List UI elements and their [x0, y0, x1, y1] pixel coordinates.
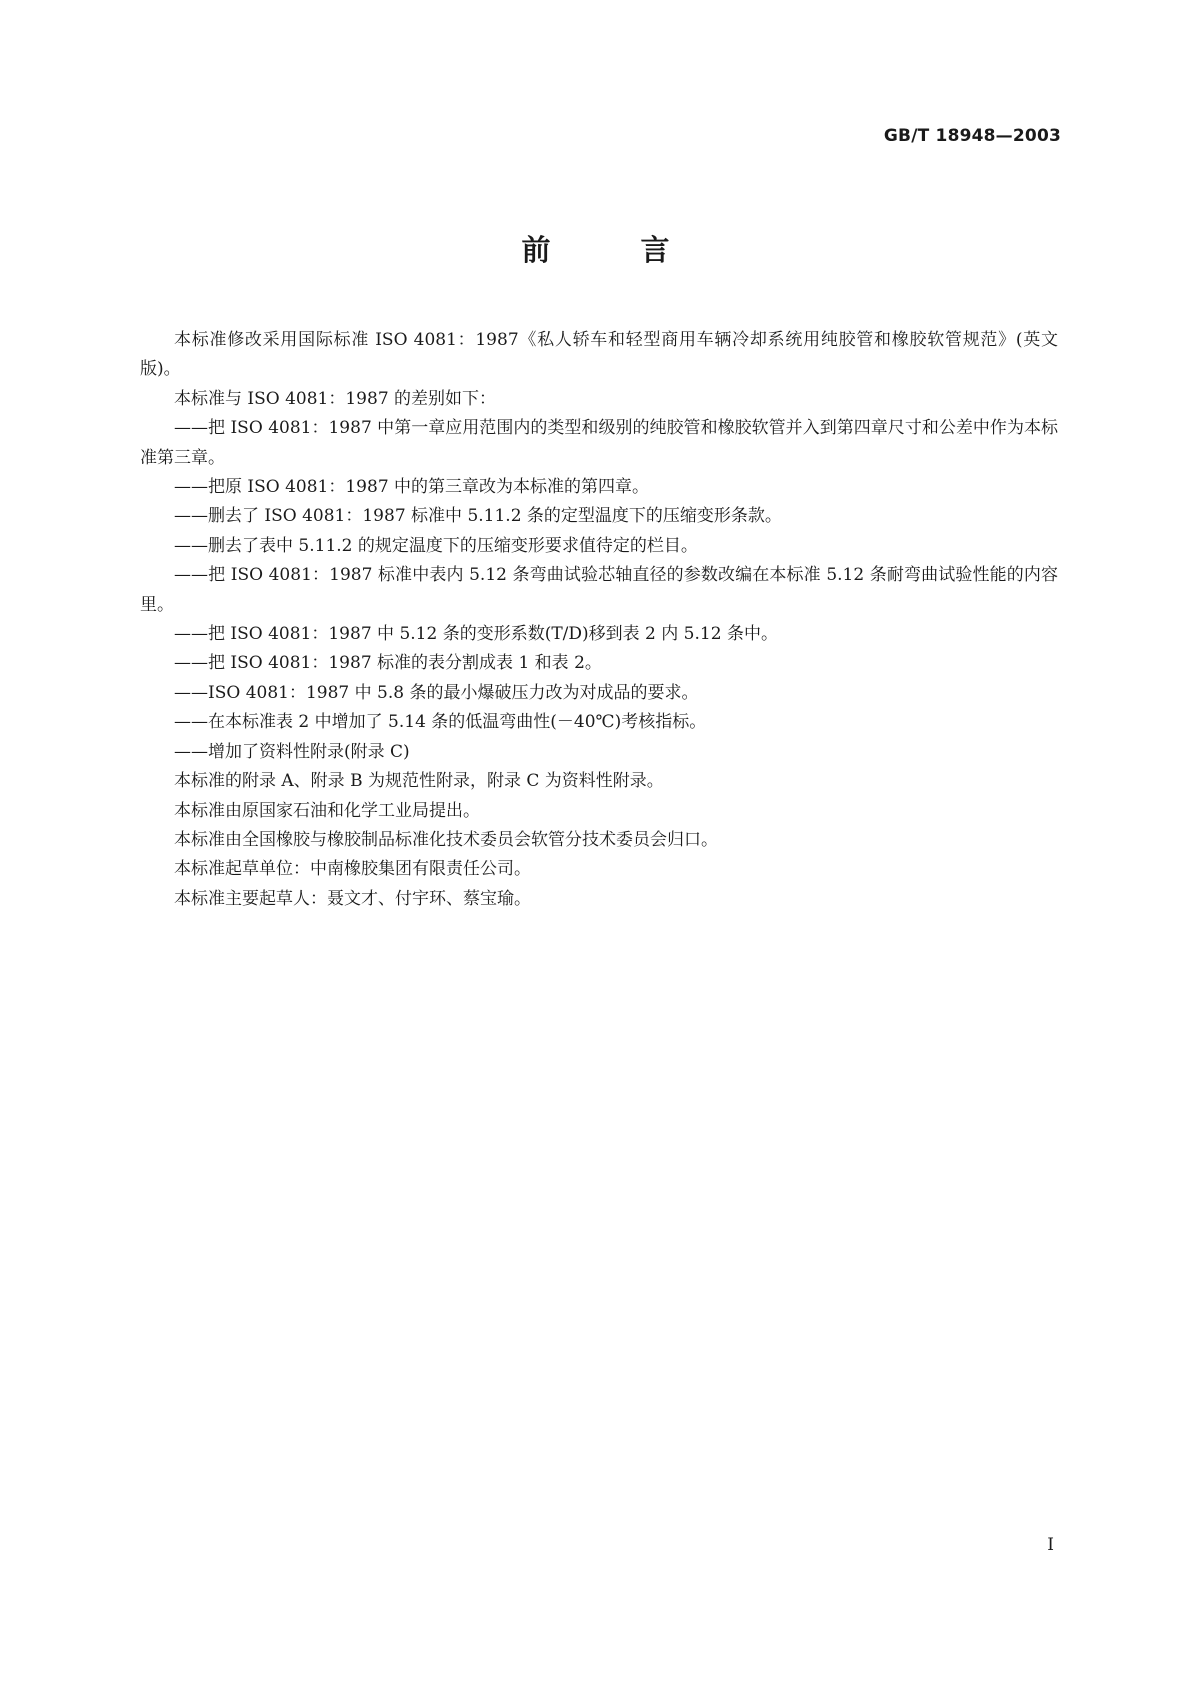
standard-number: GB/T 18948—2003 — [883, 126, 1061, 146]
page-number: I — [1047, 1535, 1054, 1555]
paragraph: ——删去了表中 5.11.2 的规定温度下的压缩变形要求值待定的栏目。 — [174, 535, 698, 556]
paragraph: ——删去了 ISO 4081：1987 标准中 5.11.2 条的定型温度下的压缩变形条款。 — [174, 506, 782, 527]
page-title: 前 言 — [521, 233, 710, 267]
paragraph: 本标准的附录 A、附录 B 为规范性附录，附录 C 为资料性附录。 — [174, 771, 664, 792]
paragraph: ——ISO 4081：1987 中 5.8 条的最小爆破压力改为对成品的要求。 — [174, 682, 699, 703]
paragraph: 本标准修改采用国际标准 ISO 4081：1987《私人轿车和轻型商用车辆冷却系统用纯胶管和橡胶软管规范》(英文版)。 — [140, 330, 1058, 380]
paragraph: 本标准由全国橡胶与橡胶制品标准化技术委员会软管分技术委员会归口。 — [174, 829, 718, 850]
paragraph: ——把原 ISO 4081：1987 中的第三章改为本标准的第四章。 — [174, 477, 650, 498]
paragraph: ——增加了资料性附录(附录 C) — [174, 741, 410, 762]
paragraph: ——把 ISO 4081：1987 中第一章应用范围内的类型和级别的纯胶管和橡胶软管并入到第四章尺寸和公差中作为本标准第三章。 — [140, 418, 1058, 468]
paragraph: 本标准主要起草人：聂文才、付宇环、蔡宝瑜。 — [174, 888, 531, 909]
paragraph: 本标准起草单位：中南橡胶集团有限责任公司。 — [174, 859, 531, 880]
paragraph: ——把 ISO 4081：1987 标准中表内 5.12 条弯曲试验芯轴直径的参数改编在本标准 5.12 条耐弯曲试验性能的内容里。 — [140, 565, 1058, 615]
paragraph: 本标准与 ISO 4081：1987 的差别如下： — [174, 388, 497, 409]
paragraph: ——把 ISO 4081：1987 中 5.12 条的变形系数(T/D)移到表 2 内 5.12 条中。 — [174, 624, 778, 645]
paragraph: ——在本标准表 2 中增加了 5.14 条的低温弯曲性(－40℃)考核指标。 — [174, 712, 707, 733]
paragraph: 本标准由原国家石油和化学工业局提出。 — [174, 800, 480, 821]
foreword-body — [140, 326, 1058, 914]
paragraph: ——把 ISO 4081：1987 标准的表分割成表 1 和表 2。 — [174, 653, 602, 674]
